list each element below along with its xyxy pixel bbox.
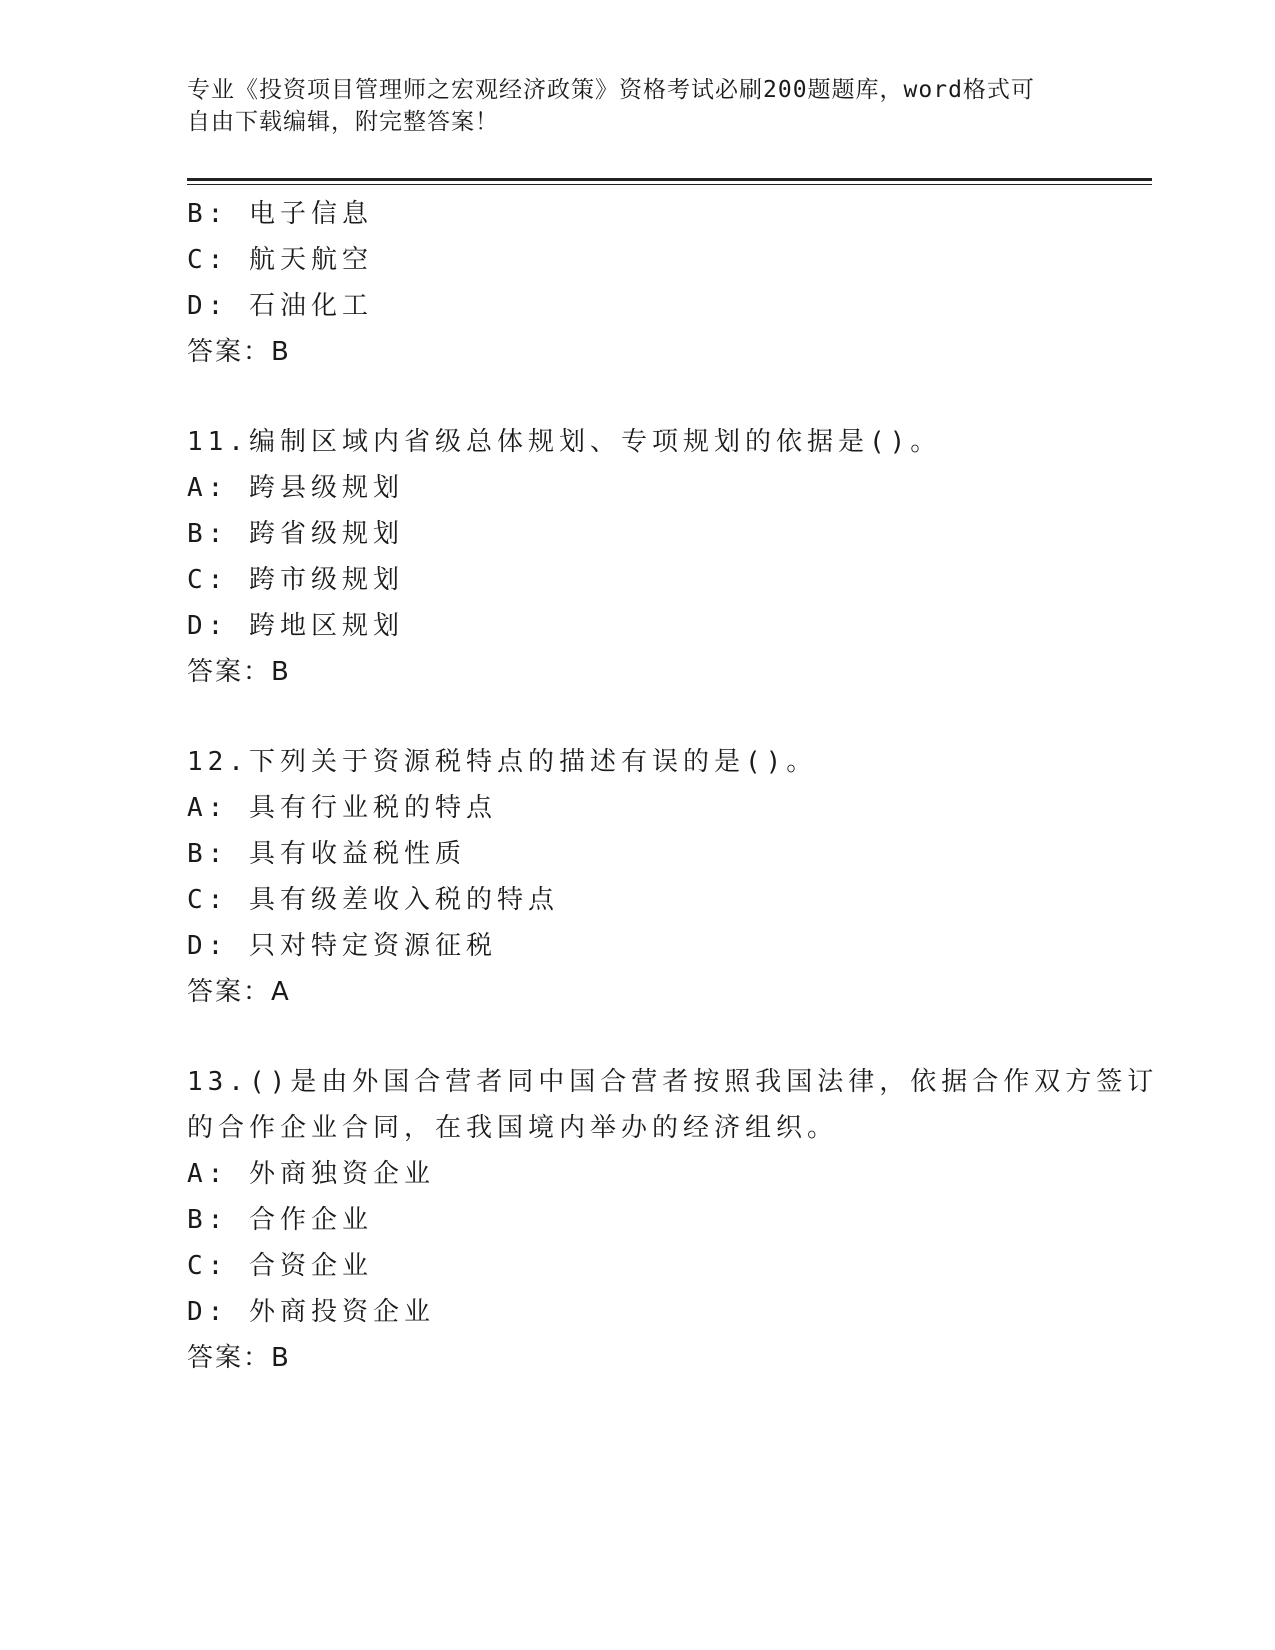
question-list xyxy=(187,191,1159,1381)
header-divider-thin xyxy=(187,184,1152,185)
option-d: D: 只对特定资源征税 xyxy=(187,931,497,961)
question-stem-line-1: 13.()是由外国合营者同中国合营者按照我国法律，依据合作双方签订 xyxy=(187,1067,1159,1097)
header-divider-thick xyxy=(187,178,1152,181)
option-d: D: 跨地区规划 xyxy=(187,611,404,641)
option-d: D: 石油化工 xyxy=(187,291,373,321)
option-a: A: 跨县级规划 xyxy=(187,473,404,503)
option-b: B: 合作企业 xyxy=(187,1205,373,1235)
question-stem: 12.下列关于资源税特点的描述有误的是()。 xyxy=(187,747,818,777)
header-line-2: 自由下载编辑，附完整答案！ xyxy=(187,109,499,135)
header-line-1: 专业《投资项目管理师之宏观经济政策》资格考试必刷200题题库，word格式可 xyxy=(187,77,1035,103)
question-12 xyxy=(187,739,1087,1015)
answer: 答案：B xyxy=(187,1343,291,1373)
option-c: C: 跨市级规划 xyxy=(187,565,404,595)
question-11 xyxy=(187,419,1087,695)
option-c: C: 具有级差收入税的特点 xyxy=(187,885,559,915)
question-10 xyxy=(187,191,1087,375)
spacer xyxy=(187,1015,1087,1059)
question-stem-line-2: 的合作企业合同，在我国境内举办的经济组织。 xyxy=(187,1113,839,1143)
document-header xyxy=(187,74,1087,138)
option-b: B: 电子信息 xyxy=(187,199,373,229)
option-a: A: 外商独资企业 xyxy=(187,1159,435,1189)
option-d: D: 外商投资企业 xyxy=(187,1297,435,1327)
spacer xyxy=(187,695,1087,739)
answer: 答案：A xyxy=(187,977,291,1007)
option-b: B: 跨省级规划 xyxy=(187,519,404,549)
question-13 xyxy=(187,1059,1159,1381)
option-a: A: 具有行业税的特点 xyxy=(187,793,497,823)
answer: 答案：B xyxy=(187,337,291,367)
option-b: B: 具有收益税性质 xyxy=(187,839,466,869)
answer: 答案：B xyxy=(187,657,291,687)
option-c: C: 合资企业 xyxy=(187,1251,373,1281)
spacer xyxy=(187,375,1087,419)
option-c: C: 航天航空 xyxy=(187,245,373,275)
question-stem: 11.编制区域内省级总体规划、专项规划的依据是()。 xyxy=(187,427,942,457)
